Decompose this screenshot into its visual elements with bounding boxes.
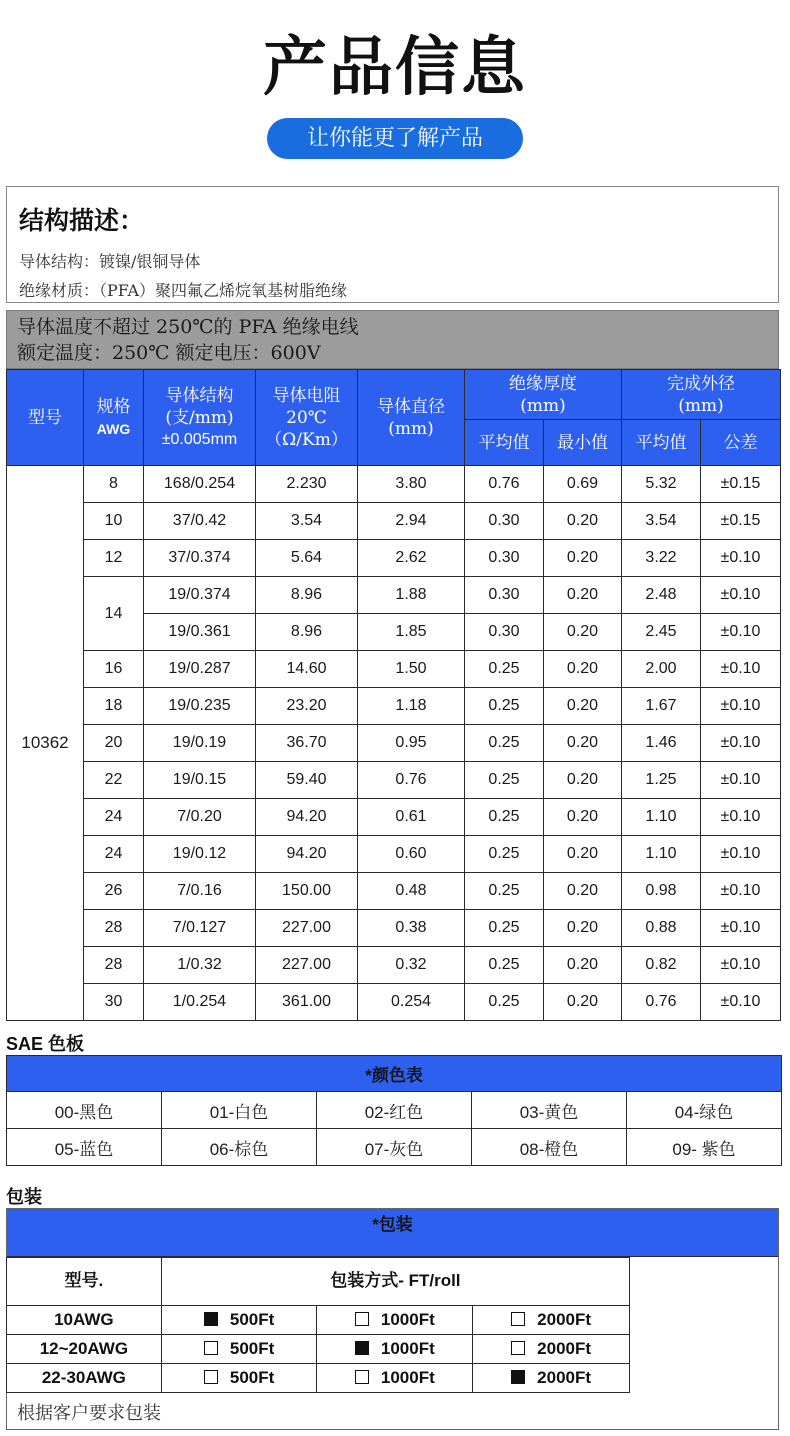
diameter-cell: 0.48 [358,873,465,910]
ins-avg-cell: 0.25 [465,836,544,873]
table-row [7,540,781,577]
model-cell: 10362 [7,466,84,1021]
checkbox-icon [204,1341,218,1355]
od-cell: 0.82 [622,947,701,984]
tol-cell: ±0.15 [701,466,781,503]
packaging-option: 500Ft [161,1364,317,1393]
conductor-cell: 19/0.287 [144,651,256,688]
header-ins-min: 最小值 [544,420,622,466]
diameter-cell: 0.76 [358,762,465,799]
packaging-option: 2000Ft [473,1335,630,1364]
ins-avg-cell: 0.76 [465,466,544,503]
tol-cell: ±0.10 [701,762,781,799]
checkbox-icon [511,1312,525,1326]
awg-cell: 30 [84,984,144,1021]
ins-min-cell: 0.20 [544,799,622,836]
tol-cell: ±0.10 [701,799,781,836]
resistance-cell: 36.70 [256,725,358,762]
od-cell: 2.45 [622,614,701,651]
color-section-label: SAE 色板 [6,1034,85,1054]
checkbox-icon [511,1370,525,1384]
tol-cell: ±0.10 [701,910,781,947]
ins-avg-cell: 0.25 [465,651,544,688]
ins-avg-cell: 0.25 [465,725,544,762]
packaging-option: 2000Ft [473,1306,630,1335]
ins-avg-cell: 0.25 [465,873,544,910]
table-row [7,577,781,614]
table-row [7,762,781,799]
ins-avg-cell: 0.25 [465,984,544,1021]
header-conductor: 导体结构 (支/mm) ±0.005mm [144,370,256,466]
ins-min-cell: 0.20 [544,540,622,577]
awg-cell: 8 [84,466,144,503]
packaging-option: 500Ft [161,1306,317,1335]
ins-avg-cell: 0.25 [465,910,544,947]
header-insulation: 绝缘厚度 (mm) [465,370,622,420]
header-outer-diameter: 完成外径 (mm) [622,370,781,420]
resistance-cell: 8.96 [256,577,358,614]
packaging-header: *包装 [7,1209,778,1257]
conductor-cell: 19/0.235 [144,688,256,725]
ins-min-cell: 0.20 [544,725,622,762]
diameter-cell: 1.18 [358,688,465,725]
color-cell: 07-灰色 [317,1129,472,1166]
awg-cell: 28 [84,910,144,947]
ins-min-cell: 0.20 [544,836,622,873]
diameter-cell: 0.38 [358,910,465,947]
ins-min-cell: 0.20 [544,651,622,688]
diameter-cell: 0.60 [358,836,465,873]
tol-cell: ±0.10 [701,651,781,688]
resistance-cell: 150.00 [256,873,358,910]
awg-cell: 18 [84,688,144,725]
packaging-model-cell: 12~20AWG [7,1335,162,1364]
awg-cell: 10 [84,503,144,540]
conductor-cell: 1/0.32 [144,947,256,984]
rating-line-2: 额定温度：250℃ 额定电压：600V [17,342,321,364]
conductor-cell: 168/0.254 [144,466,256,503]
checkbox-icon [355,1370,369,1384]
packaging-col-method: 包装方式- FT/roll [161,1258,629,1306]
table-row [7,466,781,503]
color-cell: 04-绿色 [627,1092,782,1129]
color-cell: 06-棕色 [162,1129,317,1166]
ins-min-cell: 0.20 [544,688,622,725]
resistance-cell: 23.20 [256,688,358,725]
packaging-option: 2000Ft [473,1364,630,1393]
awg-cell: 26 [84,873,144,910]
rating-line-1: 导体温度不超过 250℃的 PFA 绝缘电线 [17,316,359,338]
color-cell: 00-黑色 [7,1092,162,1129]
tol-cell: ±0.10 [701,984,781,1021]
checkbox-icon [511,1341,525,1355]
resistance-cell: 2.230 [256,466,358,503]
od-cell: 1.67 [622,688,701,725]
table-row [7,1129,782,1166]
awg-cell: 28 [84,947,144,984]
color-cell: 02-红色 [317,1092,472,1129]
ins-min-cell: 0.20 [544,910,622,947]
conductor-cell: 19/0.19 [144,725,256,762]
od-cell: 3.54 [622,503,701,540]
awg-cell: 16 [84,651,144,688]
conductor-cell: 37/0.42 [144,503,256,540]
table-row [7,910,781,947]
resistance-cell: 14.60 [256,651,358,688]
table-row [7,1092,782,1129]
table-row [7,984,781,1021]
ins-min-cell: 0.20 [544,873,622,910]
table-row [7,799,781,836]
od-cell: 0.98 [622,873,701,910]
resistance-cell: 5.64 [256,540,358,577]
conductor-cell: 37/0.374 [144,540,256,577]
ins-min-cell: 0.20 [544,614,622,651]
od-cell: 2.00 [622,651,701,688]
resistance-cell: 227.00 [256,910,358,947]
packaging-table [6,1257,630,1393]
diameter-cell: 0.32 [358,947,465,984]
resistance-cell: 59.40 [256,762,358,799]
resistance-cell: 3.54 [256,503,358,540]
table-row [7,651,781,688]
header-model: 型号 [7,370,84,466]
packaging-model-cell: 22-30AWG [7,1364,162,1393]
color-table-header: *颜色表 [7,1056,782,1092]
awg-cell: 14 [84,577,144,651]
diameter-cell: 3.80 [358,466,465,503]
conductor-cell: 19/0.12 [144,836,256,873]
od-cell: 0.88 [622,910,701,947]
packaging-option: 1000Ft [317,1364,473,1393]
tol-cell: ±0.10 [701,688,781,725]
header-resistance: 导体电阻 20℃ （Ω/Km） [256,370,358,466]
packaging-box [6,1208,779,1430]
diameter-cell: 0.254 [358,984,465,1021]
ins-avg-cell: 0.30 [465,503,544,540]
conductor-cell: 1/0.254 [144,984,256,1021]
color-cell: 03-黄色 [472,1092,627,1129]
tol-cell: ±0.10 [701,873,781,910]
tol-cell: ±0.10 [701,947,781,984]
subtitle-badge: 让你能更了解产品 [267,118,523,159]
ins-min-cell: 0.20 [544,947,622,984]
conductor-cell: 7/0.127 [144,910,256,947]
ins-avg-cell: 0.25 [465,799,544,836]
diameter-cell: 0.61 [358,799,465,836]
od-cell: 0.76 [622,984,701,1021]
awg-cell: 22 [84,762,144,799]
od-cell: 5.32 [622,466,701,503]
ins-avg-cell: 0.25 [465,762,544,799]
resistance-cell: 94.20 [256,799,358,836]
ins-avg-cell: 0.25 [465,947,544,984]
ins-avg-cell: 0.30 [465,540,544,577]
od-cell: 1.25 [622,762,701,799]
awg-cell: 20 [84,725,144,762]
diameter-cell: 0.95 [358,725,465,762]
resistance-cell: 8.96 [256,614,358,651]
structure-description [6,186,779,303]
diameter-cell: 2.62 [358,540,465,577]
rating-banner [6,310,779,369]
structure-heading: 结构描述： [19,206,145,235]
resistance-cell: 227.00 [256,947,358,984]
tol-cell: ±0.10 [701,614,781,651]
awg-cell: 12 [84,540,144,577]
packaging-col-model: 型号. [7,1258,162,1306]
od-cell: 1.10 [622,836,701,873]
diameter-cell: 2.94 [358,503,465,540]
spec-table [6,369,781,1021]
table-row [7,947,781,984]
color-cell: 01-白色 [162,1092,317,1129]
od-cell: 3.22 [622,540,701,577]
table-row [7,1364,630,1393]
packaging-section-label: 包装 [6,1187,42,1207]
header-diameter: 导体直径 (mm) [358,370,465,466]
od-cell: 1.46 [622,725,701,762]
packaging-footnote: 根据客户要求包装 [17,1403,161,1424]
tol-cell: ±0.15 [701,503,781,540]
resistance-cell: 94.20 [256,836,358,873]
tol-cell: ±0.10 [701,836,781,873]
conductor-cell: 19/0.15 [144,762,256,799]
conductor-cell: 7/0.16 [144,873,256,910]
resistance-cell: 361.00 [256,984,358,1021]
ins-min-cell: 0.20 [544,503,622,540]
table-row [7,1335,630,1364]
ins-min-cell: 0.20 [544,577,622,614]
checkbox-icon [204,1370,218,1384]
packaging-option: 500Ft [161,1335,317,1364]
header-gauge: 规格 AWG [84,370,144,466]
page-title: 产品信息 [263,31,527,105]
packaging-option: 1000Ft [317,1335,473,1364]
od-cell: 1.10 [622,799,701,836]
table-row [7,1306,630,1335]
tol-cell: ±0.10 [701,540,781,577]
ins-avg-cell: 0.25 [465,688,544,725]
tol-cell: ±0.10 [701,725,781,762]
ins-min-cell: 0.20 [544,762,622,799]
ins-avg-cell: 0.30 [465,614,544,651]
insulation-material: 绝缘材质：（PFA）聚四氟乙烯烷氧基树脂绝缘 [19,281,348,300]
od-cell: 2.48 [622,577,701,614]
header-od-avg: 平均值 [622,420,701,466]
tol-cell: ±0.10 [701,577,781,614]
table-row [7,688,781,725]
checkbox-icon [204,1312,218,1326]
table-row [7,503,781,540]
ins-min-cell: 0.20 [544,984,622,1021]
awg-cell: 24 [84,799,144,836]
checkbox-icon [355,1341,369,1355]
packaging-model-cell: 10AWG [7,1306,162,1335]
conductor-cell: 7/0.20 [144,799,256,836]
table-row [7,725,781,762]
color-cell: 05-蓝色 [7,1129,162,1166]
header-od-tol: 公差 [701,420,781,466]
conductor-cell: 19/0.361 [144,614,256,651]
diameter-cell: 1.85 [358,614,465,651]
color-cell: 09- 紫色 [627,1129,782,1166]
diameter-cell: 1.50 [358,651,465,688]
awg-cell: 24 [84,836,144,873]
conductor-cell: 19/0.374 [144,577,256,614]
conductor-structure: 导体结构：镀镍/银铜导体 [19,252,201,271]
ins-min-cell: 0.69 [544,466,622,503]
packaging-option: 1000Ft [317,1306,473,1335]
table-row [7,836,781,873]
ins-avg-cell: 0.30 [465,577,544,614]
table-row [7,873,781,910]
diameter-cell: 1.88 [358,577,465,614]
color-table [6,1055,782,1166]
color-cell: 08-橙色 [472,1129,627,1166]
checkbox-icon [355,1312,369,1326]
header-ins-avg: 平均值 [465,420,544,466]
